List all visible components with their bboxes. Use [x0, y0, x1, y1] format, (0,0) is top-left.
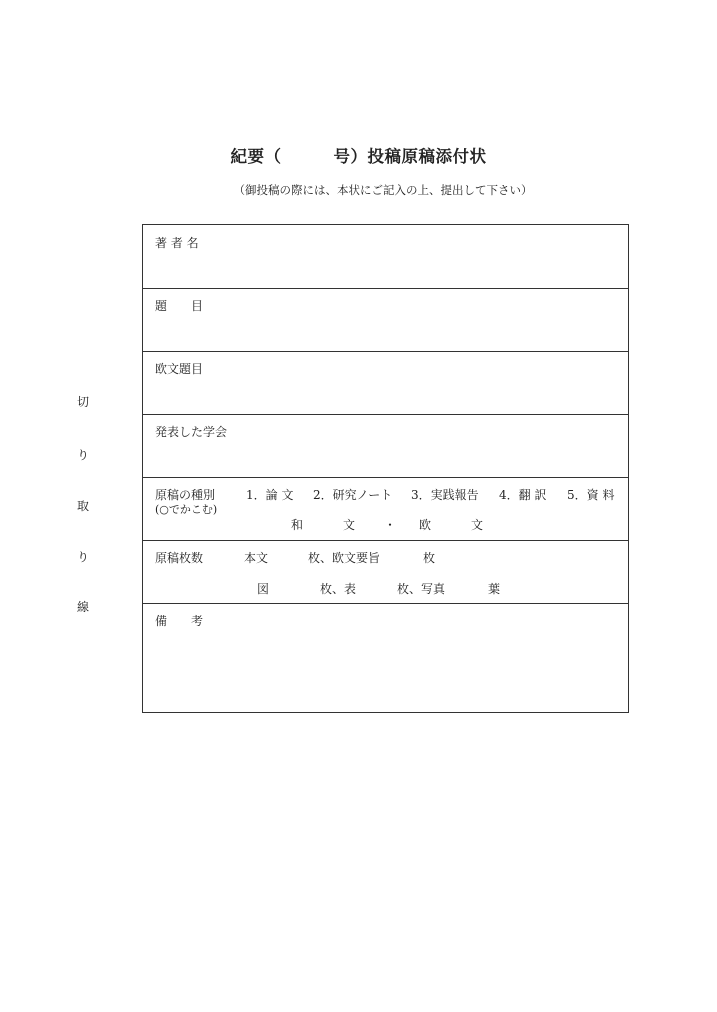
pages-body-label: 本文	[244, 551, 269, 565]
lang-option-jp-char2[interactable]: 文	[343, 518, 356, 532]
form-title-prefix: 紀要（	[230, 147, 282, 166]
subject-label: 題 目	[155, 299, 204, 313]
pages-photo-label: 枚、写真	[397, 582, 446, 596]
pages-figure-label: 図	[257, 582, 270, 596]
english-title-label: 欧文題目	[155, 362, 204, 376]
type-option-material[interactable]: 5．資 料	[567, 488, 615, 502]
type-option-translation[interactable]: 4．翻 訳	[499, 488, 547, 502]
submission-form-table	[142, 224, 629, 713]
pages-abstract-unit: 枚	[423, 551, 436, 565]
conference-row[interactable]	[143, 414, 628, 478]
remarks-label: 備 考	[155, 614, 204, 628]
cut-line-char-4: り	[77, 550, 90, 564]
english-title-row[interactable]	[143, 351, 628, 415]
author-row[interactable]	[143, 225, 628, 289]
remarks-row[interactable]	[143, 603, 628, 712]
manuscript-type-row	[143, 477, 628, 541]
cut-line-char-3: 取	[77, 499, 90, 513]
pages-photo-unit: 葉	[488, 582, 501, 596]
subject-row[interactable]	[143, 288, 628, 352]
lang-option-en-char1[interactable]: 欧	[419, 518, 432, 532]
page-count-label: 原稿枚数	[155, 551, 204, 565]
pages-table-label: 枚、表	[320, 582, 357, 596]
form-title-suffix: 号）投稿原稿添付状	[333, 147, 487, 166]
page-count-row[interactable]	[143, 540, 628, 604]
author-label: 著 者 名	[155, 236, 199, 250]
form-subtitle: （御投稿の際には、本状にご記入の上、提出して下さい）	[233, 183, 533, 197]
type-option-practice-report[interactable]: 3．実践報告	[411, 488, 479, 502]
lang-option-jp-char1[interactable]: 和	[291, 518, 304, 532]
cut-line-char-2: り	[77, 448, 90, 462]
cut-line-char-1: 切	[77, 395, 90, 409]
manuscript-type-label: 原稿の種別	[155, 488, 216, 502]
lang-option-en-char2[interactable]: 文	[471, 518, 484, 532]
manuscript-type-note: (○でかこむ)	[155, 503, 218, 516]
cut-line-char-5: 線	[77, 600, 90, 614]
lang-option-separator: ・	[384, 518, 397, 532]
conference-label: 発表した学会	[155, 425, 228, 439]
form-title	[0, 143, 717, 167]
type-option-research-note[interactable]: 2．研究ノート	[313, 488, 393, 502]
type-option-paper[interactable]: 1．論 文	[246, 488, 294, 502]
pages-abstract-label: 枚、欧文要旨	[308, 551, 381, 565]
